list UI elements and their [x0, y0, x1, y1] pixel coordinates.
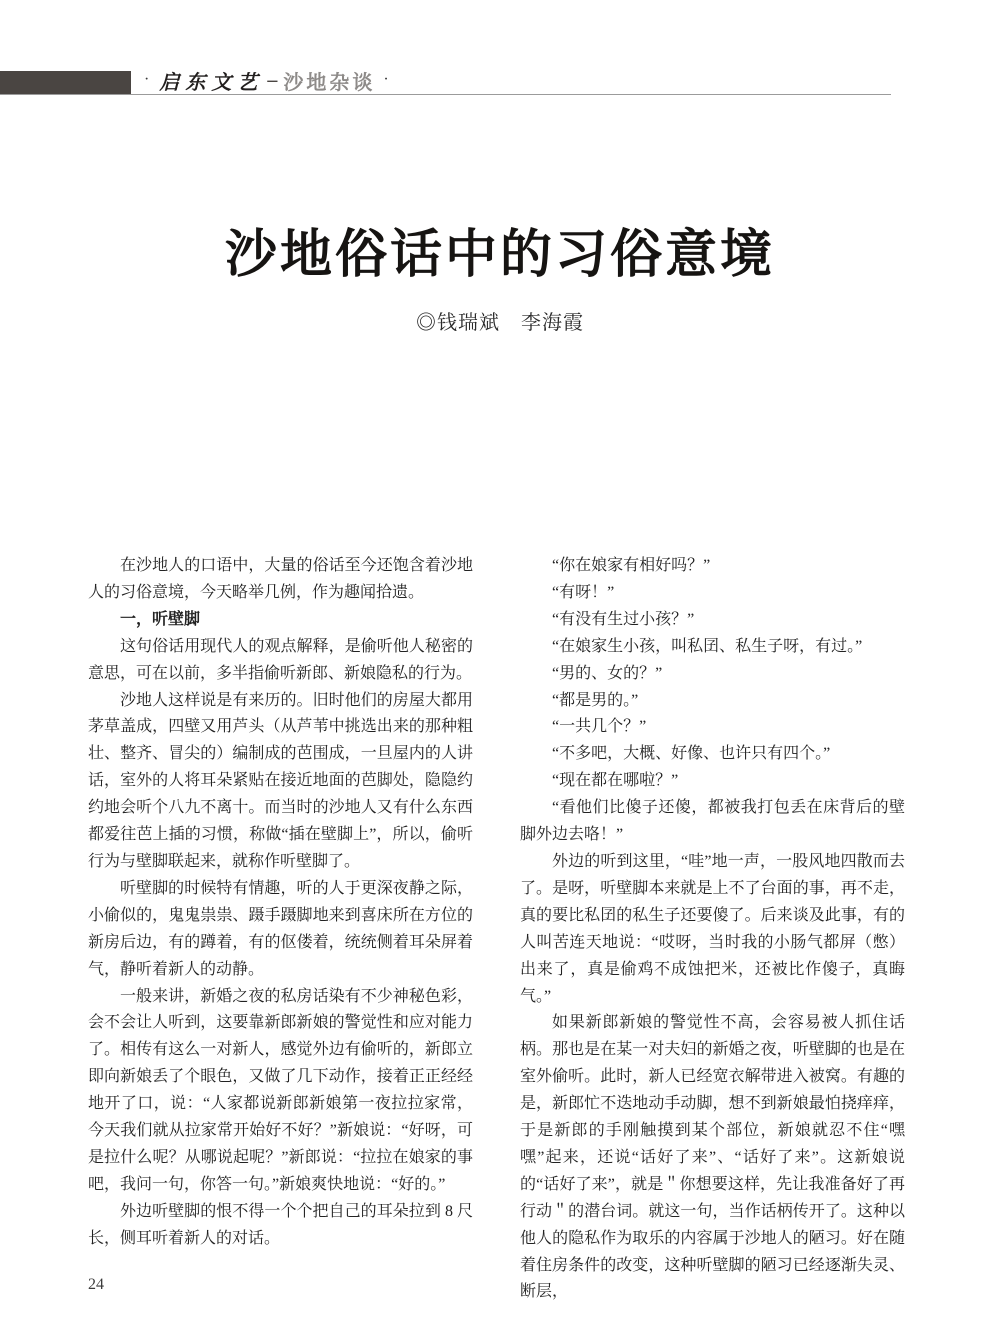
left-column	[88, 553, 473, 1306]
paragraph: “现在都在哪啦？”	[552, 772, 679, 790]
right-column	[520, 553, 905, 1306]
paragraph: 外边的听到这里，“哇”地一声，一股风地四散而去了。是呀，听壁脚本来就是上不了台面的事，再不走，真的要比私囝的私生子还要傻了。后来谈及此事，有的人叫苦连天地说：“哎呀，当时我的小肠气都屏（憋）出来了，真是偷鸡不成蚀把米，还被比作傻子，真晦气。”	[520, 852, 905, 1005]
paragraph: “有呀！”	[552, 583, 615, 601]
page-number: 24	[88, 1276, 104, 1293]
magazine-name: 启东文艺	[159, 71, 264, 94]
paragraph: “都是男的。”	[552, 691, 639, 709]
article-title: 沙地俗话中的习俗意境	[224, 225, 775, 285]
paragraph: “不多吧，大概、好像、也许只有四个。”	[552, 745, 831, 763]
running-head	[136, 66, 399, 94]
header-dash: –	[267, 68, 280, 91]
paragraph: 如果新郎新娘的警觉性不高，会容易被人抓住话柄。那也是在某一对夫妇的新婚之夜，听壁脚的也是在室外偷听。此时，新人已经宽衣解带进入被窝。有趣的是，新郎忙不迭地动手动脚，想不到新娘最怕挠痒痒，于是新郎的手刚触摸到某个部位，新娘就忍不住“嘿嘿”起来，还说“话好了来”、“话好了来”。这新娘说的“话好了来”，就是＂你想要这样，先让我准备好了再行动＂的潜台词。就这一句，当作话柄传开了。这种以他人的隐私作为取乐的内容属于沙地人的陋习。好在随着住房条件的改变，这种听壁脚的陋习已经逐渐失灵、断层，	[520, 1014, 905, 1301]
paragraph: “你在娘家有相好吗？”	[552, 557, 711, 574]
paragraph: “有没有生过小孩？”	[552, 610, 695, 628]
section-heading: 一，听壁脚	[120, 610, 201, 628]
paragraph: 一般来讲，新婚之夜的私房话染有不少神秘色彩，会不会让人听到，这要靠新郎新娘的警觉性和应对能力了。相传有这么一对新人，感觉外边有偷听的，新郎立即向新娘丢了个眼色，又做了几下动作，接着正正经经地开了口，说：“人家都说新郎新娘第一夜拉拉家常，今天我们就从拉家常开始好不好？”新娘说：“好呀，可是拉什么呢？从哪说起呢？”新郎说：“拉拉在娘家的事吧，我问一句，你答一句。”新娘爽快地说：“好的。”	[88, 987, 473, 1193]
paragraph: “看他们比傻子还傻，都被我打包丢在床背后的壁脚外边去咯！”	[520, 799, 905, 844]
header-dot-right: ·	[383, 71, 391, 88]
article-byline: ◎钱瑞斌 李海霞	[416, 312, 584, 334]
paragraph: 沙地人这样说是有来历的。旧时他们的房屋大都用茅草盖成，四壁又用芦头（从芦苇中挑选出来的那种粗壮、整齐、冒尖的）编制成的芭围成，一旦屋内的人讲话，室外的人将耳朵紧贴在接近地面的芭脚处，隐隐约约地会听个八九不离十。而当时的沙地人又有什么东西都爱往芭上插的习惯，称做“插在壁脚上”，所以，偷听行为与壁脚联起来，就称作听壁脚了。	[88, 691, 473, 870]
header-corner-bar	[0, 71, 131, 94]
header-divider-line	[0, 94, 891, 95]
header-dot-left: ·	[144, 71, 152, 88]
paragraph: “在娘家生小孩，叫私囝、私生子呀，有过。”	[552, 637, 863, 655]
paragraph: 在沙地人的口语中，大量的俗话至今还饱含着沙地人的习俗意境，今天略举几例，作为趣闻拾遗。	[88, 557, 473, 601]
paragraph: 听壁脚的时候特有情趣，听的人于更深夜静之际，小偷似的，鬼鬼祟祟、蹑手蹑脚地来到喜床所在方位的新房后边，有的蹲着，有的伛偻着，统统侧着耳朵屏着气，静听着新人的动静。	[88, 879, 473, 978]
paragraph: 外边听壁脚的恨不得一个个把自己的耳朵拉到 8 尺长，侧耳听着新人的对话。	[88, 1202, 473, 1247]
column-name: 沙地杂谈	[283, 69, 376, 94]
paragraph: 这句俗话用现代人的观点解释，是偷听他人秘密的意思，可在以前，多半指偷听新郎、新娘隐私的行为。	[88, 637, 473, 682]
paragraph: “一共几个？”	[552, 718, 647, 736]
paragraph: “男的、女的？”	[552, 664, 663, 682]
article-body	[88, 553, 906, 1306]
